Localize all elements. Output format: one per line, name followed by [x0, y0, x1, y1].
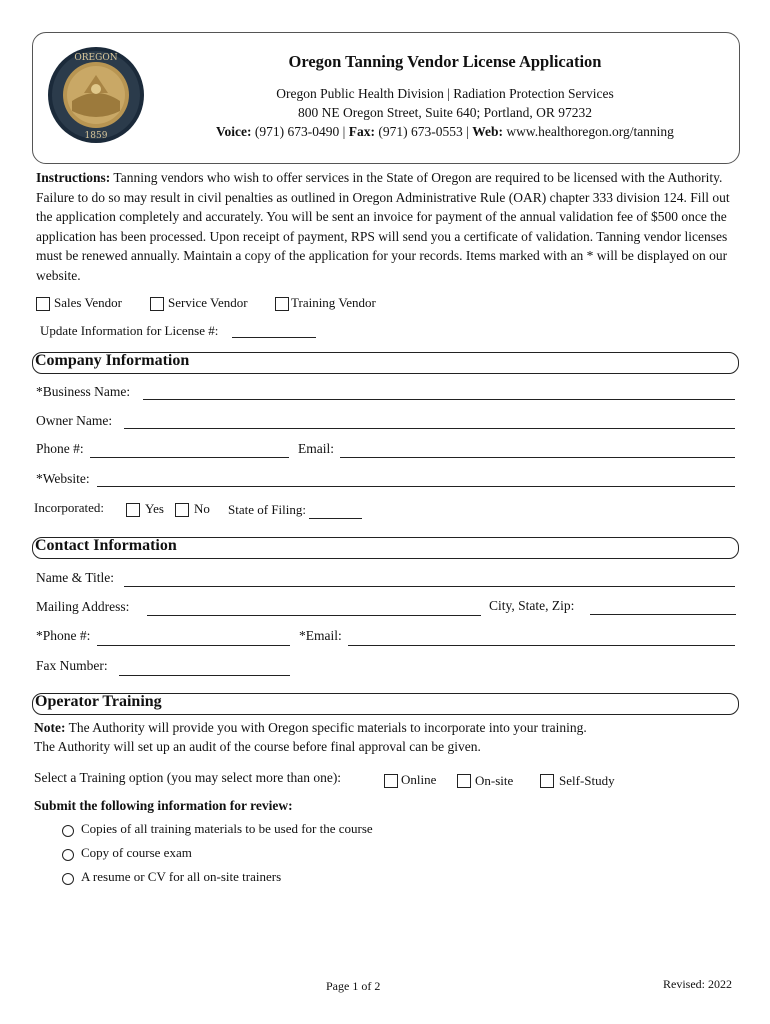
yes-label: Yes	[145, 501, 164, 516]
note-line-2: The Authority will set up an audit of the course before final approval can be given.	[34, 739, 481, 754]
training-materials-radio[interactable]	[62, 825, 74, 837]
instructions-label: Instructions:	[36, 170, 111, 185]
fax-number-label: Fax Number:	[36, 658, 108, 673]
update-license-label: Update Information for License #:	[40, 323, 219, 338]
sales-vendor-checkbox[interactable]	[36, 297, 50, 311]
owner-name-field[interactable]	[124, 428, 735, 429]
web-label: Web:	[472, 124, 503, 139]
course-exam-label: Copy of course exam	[81, 845, 192, 860]
website-label: *Website:	[36, 471, 90, 486]
onsite-checkbox[interactable]	[457, 774, 471, 788]
voice-label: Voice:	[216, 124, 252, 139]
training-vendor-label: Training Vendor	[291, 295, 376, 310]
contact-phone-label: *Phone #:	[36, 628, 91, 643]
mailing-address-field[interactable]	[147, 615, 481, 616]
training-option-label: Select a Training option (you may select more than one):	[34, 770, 342, 785]
phone-label: Phone #:	[36, 441, 84, 456]
form-title: Oregon Tanning Vendor License Application	[288, 52, 602, 71]
business-name-label: *Business Name:	[36, 384, 131, 399]
training-heading: Operator Training	[35, 693, 162, 710]
no-label: No	[194, 501, 210, 516]
revised-date: Revised: 2022	[663, 977, 732, 991]
contact-email-field[interactable]	[348, 645, 735, 646]
page-number: Page 1 of 2	[326, 979, 381, 993]
training-section-header	[32, 693, 739, 715]
owner-name-label: Owner Name:	[36, 413, 113, 428]
contact-line	[150, 124, 740, 140]
incorporated-no-checkbox[interactable]	[175, 503, 189, 517]
training-materials-label: Copies of all training materials to be used for the course	[81, 821, 373, 836]
instructions	[36, 168, 736, 285]
contact-heading: Contact Information	[35, 537, 177, 554]
course-exam-radio[interactable]	[62, 849, 74, 861]
license-number-field[interactable]	[232, 337, 316, 338]
svg-text:OREGON: OREGON	[74, 53, 118, 63]
email-label: Email:	[298, 441, 334, 456]
website-field[interactable]	[97, 486, 735, 487]
note-label: Note:	[34, 720, 66, 735]
email-field[interactable]	[340, 457, 735, 458]
address-line: 800 NE Oregon Street, Suite 640; Portland, OR 97232	[298, 105, 592, 120]
voice-number: (971) 673-0490	[254, 124, 340, 139]
incorporated-label: Incorporated:	[34, 500, 105, 515]
service-vendor-label: Service Vendor	[168, 295, 248, 310]
phone-field[interactable]	[90, 457, 289, 458]
name-title-field[interactable]	[124, 586, 735, 587]
separator: |	[342, 124, 346, 139]
name-title-label: Name & Title:	[36, 570, 115, 585]
fax-number: (971) 673-0553	[378, 124, 463, 139]
contact-phone-field[interactable]	[97, 645, 290, 646]
fax-number-field[interactable]	[119, 675, 290, 676]
business-name-field[interactable]	[143, 399, 735, 400]
instructions-text: Tanning vendors who wish to offer services in the State of Oregon are required to be licensed with the Authority. Failure to do so may result in civil penalties as outlined in Oregon Administrative Rule (OAR) chapter 333 division 124. Fill out the application completely and accurately. You will be sent an invoice for payment of the annual validation fee of $500 once the application has been processed. Upon receipt of payment, RPS will send you a certificate of validation. Tanning vendor licenses must be renewed annually. Maintain a copy of the application for your records. Items marked with an * will be displayed on our website.	[36, 170, 730, 283]
sales-vendor-label: Sales Vendor	[54, 295, 123, 310]
state-filing-field[interactable]	[309, 518, 362, 519]
company-heading: Company Information	[35, 352, 190, 369]
service-vendor-checkbox[interactable]	[150, 297, 164, 311]
fax-label: Fax:	[348, 124, 375, 139]
mailing-address-label: Mailing Address:	[36, 599, 130, 614]
resume-cv-label: A resume or CV for all on-site trainers	[81, 869, 282, 884]
division-line: Oregon Public Health Division | Radiation Protection Services	[276, 86, 614, 101]
contact-email-label: *Email:	[299, 628, 342, 643]
contact-section-header	[32, 537, 739, 559]
training-vendor-checkbox[interactable]	[275, 297, 289, 311]
city-state-zip-field[interactable]	[590, 614, 736, 615]
resume-cv-radio[interactable]	[62, 873, 74, 885]
separator: |	[466, 124, 469, 139]
company-section-header	[32, 352, 739, 374]
online-label: Online	[401, 772, 437, 787]
self-study-checkbox[interactable]	[540, 774, 554, 788]
self-study-label: Self-Study	[559, 773, 615, 788]
oregon-seal-icon	[46, 45, 146, 145]
svg-text:1859: 1859	[84, 131, 108, 141]
note-line-1	[34, 720, 587, 736]
note-text-1: The Authority will provide you with Oregon specific materials to incorporate into your training.	[65, 720, 587, 735]
submit-info-label: Submit the following information for review:	[34, 798, 293, 813]
web-url: www.healthoregon.org/tanning	[506, 124, 674, 139]
online-checkbox[interactable]	[384, 774, 398, 788]
state-filing-label: State of Filing:	[228, 502, 306, 517]
incorporated-yes-checkbox[interactable]	[126, 503, 140, 517]
onsite-label: On-site	[475, 773, 514, 788]
city-state-zip-label: City, State, Zip:	[489, 598, 575, 613]
